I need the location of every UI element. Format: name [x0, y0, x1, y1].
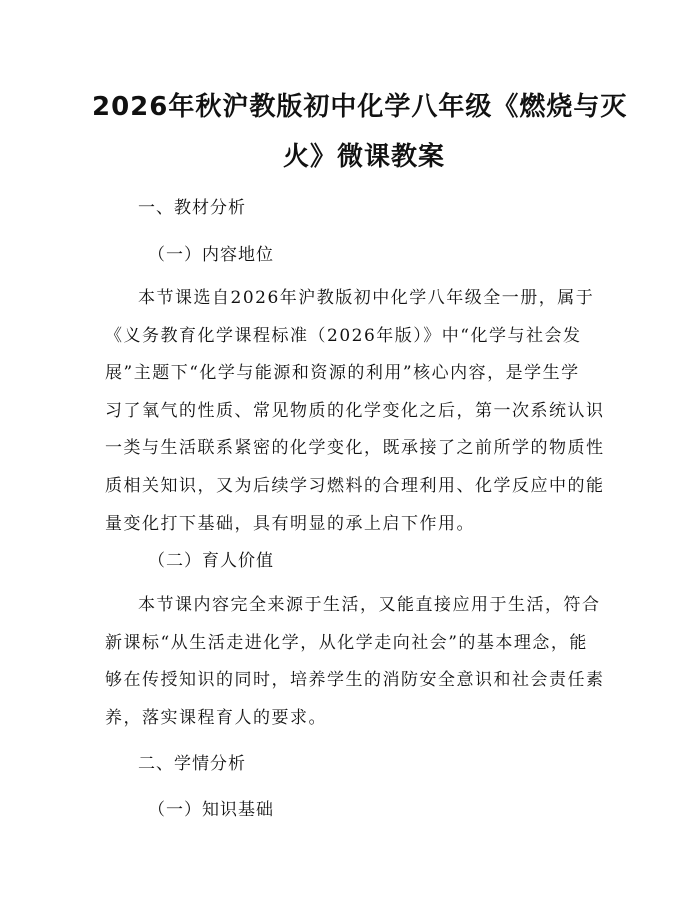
- document-title-line-2: 火》微课教案: [283, 142, 446, 172]
- paragraph-line: 够在传授知识的同时，培养学生的消防安全意识和社会责任素: [105, 670, 605, 691]
- paragraph-line: 量变化打下基础，具有明显的承上启下作用。: [105, 513, 475, 534]
- subsection-heading-content-position: （一）内容地位: [148, 245, 274, 265]
- section-heading-learner-analysis: 二、学情分析: [138, 754, 246, 774]
- paragraph-line: 一类与生活联系紧密的化学变化，既承接了之前所学的物质性: [105, 438, 605, 459]
- paragraph-line: 本节课选自2026年沪教版初中化学八年级全一册，属于: [138, 288, 595, 308]
- section-heading-textbook-analysis: 一、教材分析: [138, 198, 246, 218]
- paragraph-educational-value: [105, 587, 605, 737]
- paragraph-line: 新课标“从生活走进化学，从化学走向社会”的基本理念，能: [105, 632, 588, 653]
- paragraph-line: 质相关知识，又为后续学习燃料的合理利用、化学反应中的能: [105, 475, 605, 496]
- document-title-line-1: 2026年秋沪教版初中化学八年级《燃烧与灭: [92, 92, 628, 122]
- paragraph-content-position: [105, 280, 605, 543]
- paragraph-line: 展”主题下“化学与能源和资源的利用”核心内容，是学生学: [105, 363, 580, 384]
- paragraph-line: 本节课内容完全来源于生活，又能直接应用于生活，符合: [138, 595, 601, 615]
- paragraph-line: 养，落实课程育人的要求。: [105, 707, 327, 728]
- paragraph-line: 《义务教育化学课程标准（2026年版）》中“化学与社会发: [105, 325, 582, 346]
- subsection-heading-educational-value: （二）育人价值: [148, 551, 274, 571]
- subsection-heading-knowledge-base: （一）知识基础: [148, 800, 274, 820]
- paragraph-line: 习了氧气的性质、常见物质的化学变化之后，第一次系统认识: [105, 400, 605, 421]
